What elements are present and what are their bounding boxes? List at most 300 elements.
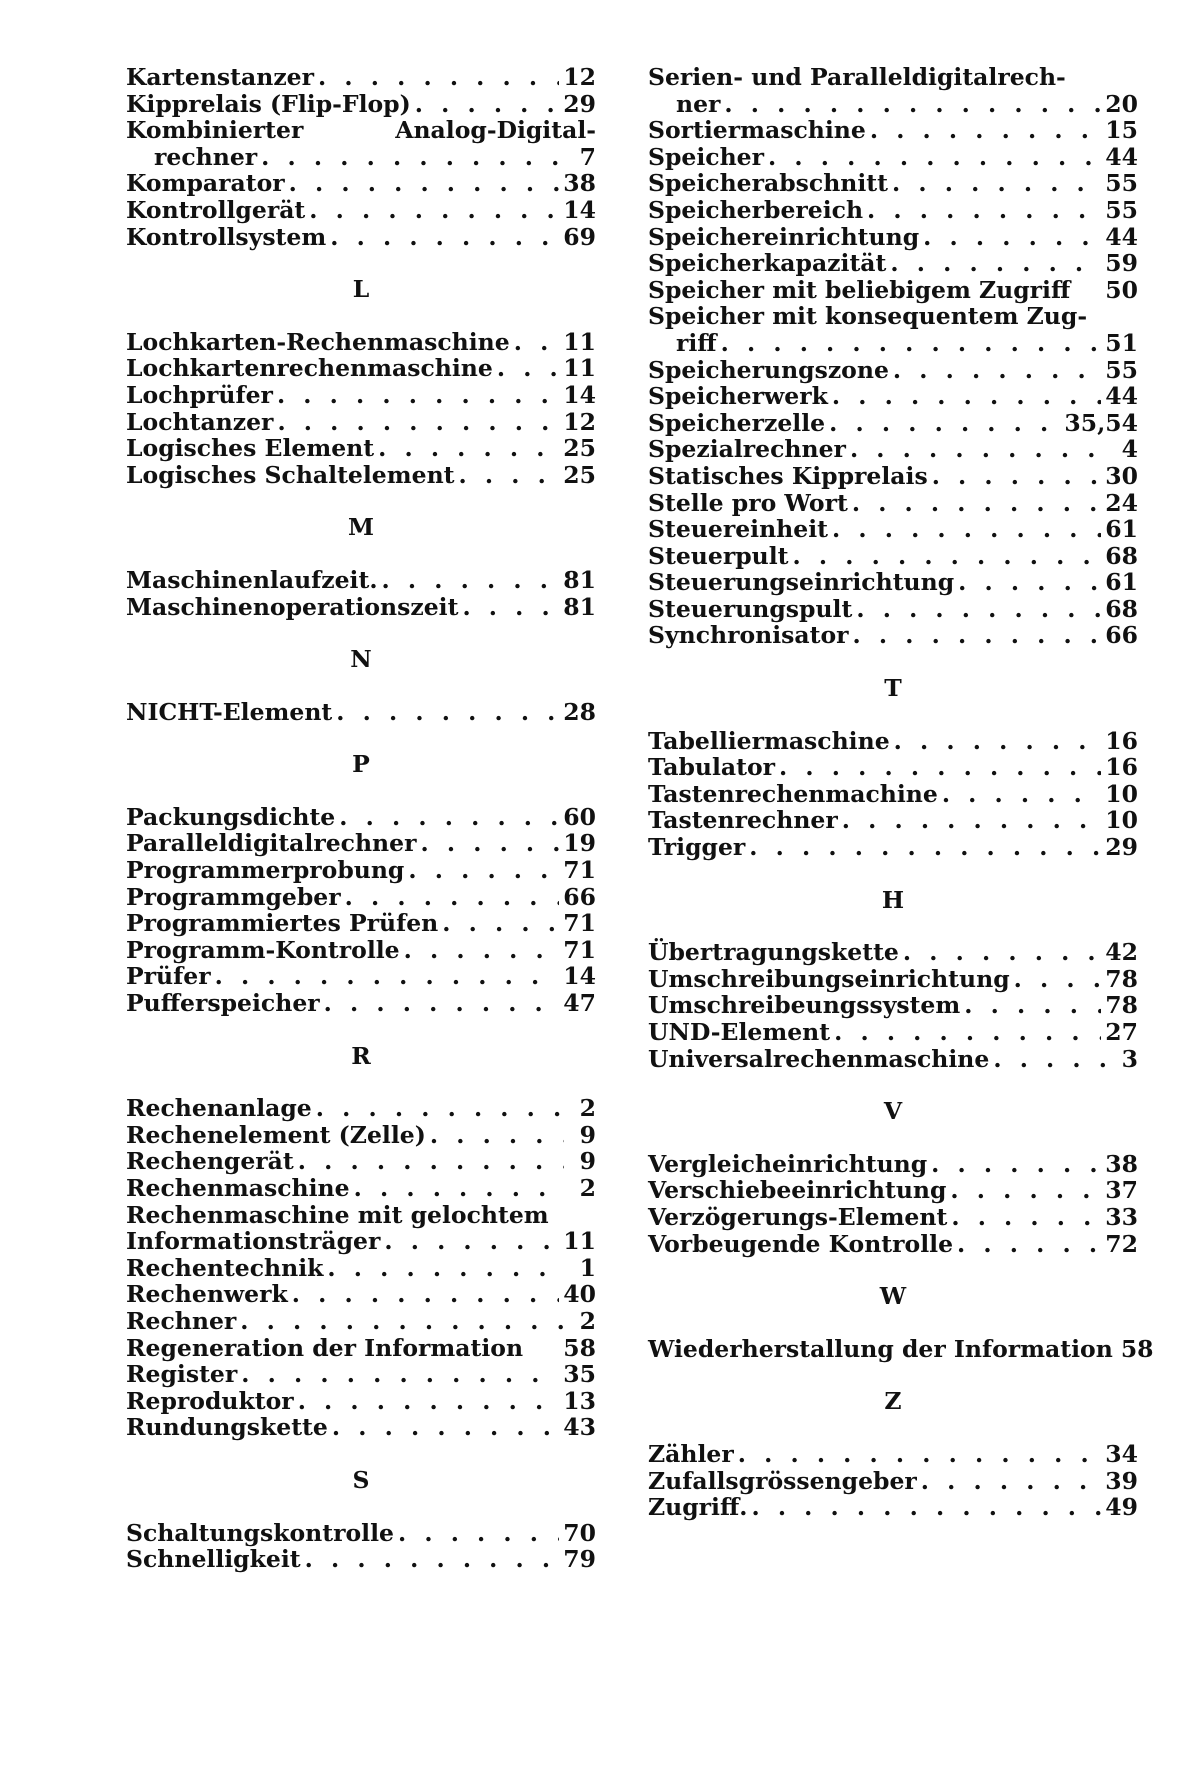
dot-leader bbox=[292, 1281, 560, 1308]
dot-leader bbox=[327, 1255, 564, 1282]
index-term: Spezialrechner bbox=[648, 436, 846, 463]
page-number: 19 bbox=[563, 830, 596, 857]
section-letter: W bbox=[648, 1283, 1138, 1310]
index-entry bbox=[648, 939, 1138, 966]
index-entry bbox=[648, 516, 1138, 543]
dot-leader bbox=[277, 409, 559, 436]
page-number: 14 bbox=[563, 963, 596, 990]
index-entry bbox=[126, 1148, 596, 1175]
dot-leader bbox=[724, 91, 1101, 118]
dot-leader bbox=[856, 596, 1101, 623]
index-entry bbox=[648, 144, 1138, 171]
index-entry bbox=[648, 91, 1138, 118]
index-entry bbox=[648, 330, 1138, 357]
index-term: Trigger bbox=[648, 834, 745, 861]
index-entry bbox=[126, 1122, 596, 1149]
dot-leader bbox=[261, 144, 564, 171]
index-column-right bbox=[648, 64, 1138, 1521]
index-entry bbox=[648, 966, 1138, 993]
index-term: Tastenrechner bbox=[648, 807, 838, 834]
index-entry-wrapped-line bbox=[648, 303, 1138, 330]
page-number: 71 bbox=[563, 857, 596, 884]
page-number: 68 bbox=[1105, 543, 1138, 570]
page-number: 10 bbox=[1105, 781, 1138, 808]
index-entry bbox=[126, 884, 596, 911]
index-entry bbox=[648, 1494, 1138, 1521]
section-letter: Z bbox=[648, 1388, 1138, 1415]
index-entry bbox=[648, 277, 1138, 304]
index-term: Kartenstanzer bbox=[126, 64, 314, 91]
index-entry bbox=[648, 1177, 1138, 1204]
index-entry bbox=[648, 357, 1138, 384]
index-term: Statisches Kipprelais bbox=[648, 463, 928, 490]
index-term: Rechenelement (Zelle) bbox=[126, 1122, 426, 1149]
dot-leader bbox=[951, 1204, 1101, 1231]
dot-leader bbox=[382, 567, 560, 594]
index-term: Zugriff. bbox=[648, 1494, 747, 1521]
index-entry bbox=[126, 830, 596, 857]
page-number: 44 bbox=[1105, 144, 1138, 171]
page-number: 61 bbox=[1105, 569, 1138, 596]
dot-leader bbox=[829, 410, 1060, 437]
index-term: Speicherbereich bbox=[648, 197, 863, 224]
index-entry bbox=[648, 250, 1138, 277]
index-entry bbox=[648, 1441, 1138, 1468]
page-number: 34 bbox=[1105, 1441, 1138, 1468]
page-number: 25 bbox=[563, 435, 596, 462]
page-number: 66 bbox=[1105, 622, 1138, 649]
section-letter: V bbox=[648, 1098, 1138, 1125]
index-term: Programmerprobung bbox=[126, 857, 404, 884]
index-term: UND-Element bbox=[648, 1019, 830, 1046]
index-entry bbox=[126, 1308, 596, 1335]
dot-leader bbox=[318, 64, 559, 91]
page-number: 16 bbox=[1105, 728, 1138, 755]
index-term: Regeneration der Information bbox=[126, 1335, 523, 1362]
index-entry bbox=[648, 1336, 1138, 1363]
dot-leader bbox=[738, 1441, 1102, 1468]
page-number: 58 bbox=[1121, 1336, 1154, 1363]
dot-leader bbox=[779, 754, 1101, 781]
page-number: 68 bbox=[1105, 596, 1138, 623]
wrapped-text: Kombinierter bbox=[126, 117, 303, 144]
index-term: Programmiertes Prüfen bbox=[126, 910, 438, 937]
index-entry bbox=[126, 910, 596, 937]
dot-leader bbox=[870, 117, 1101, 144]
dot-leader bbox=[442, 910, 559, 937]
dot-leader bbox=[339, 804, 559, 831]
index-entry bbox=[648, 754, 1138, 781]
index-entry bbox=[648, 1019, 1138, 1046]
index-term: Rechentechnik bbox=[126, 1255, 323, 1282]
page-number: 7 bbox=[568, 144, 596, 171]
page-number: 39 bbox=[1105, 1468, 1138, 1495]
dot-leader bbox=[850, 436, 1106, 463]
page-number: 15 bbox=[1105, 117, 1138, 144]
page-number: 35 bbox=[563, 1361, 596, 1388]
page-number: 47 bbox=[563, 990, 596, 1017]
index-term: Speicherwerk bbox=[648, 383, 828, 410]
index-term: rechner bbox=[126, 144, 257, 171]
wrapped-text: Analog-Digital- bbox=[395, 117, 596, 144]
page-number: 24 bbox=[1105, 490, 1138, 517]
page-number: 50 bbox=[1105, 277, 1138, 304]
section-letter: S bbox=[126, 1467, 596, 1494]
wrapped-text: Serien- und Paralleldigitalrech- bbox=[648, 64, 1066, 91]
dot-leader bbox=[893, 357, 1101, 384]
page-number: 33 bbox=[1105, 1204, 1138, 1231]
index-entry bbox=[126, 382, 596, 409]
index-entry bbox=[126, 857, 596, 884]
index-entry bbox=[648, 596, 1138, 623]
page-number: 30 bbox=[1105, 463, 1138, 490]
index-entry bbox=[126, 224, 596, 251]
page-number: 42 bbox=[1105, 939, 1138, 966]
page-number: 25 bbox=[563, 462, 596, 489]
index-term: Vorbeugende Kontrolle bbox=[648, 1231, 953, 1258]
index-entry bbox=[648, 781, 1138, 808]
page-number: 55 bbox=[1105, 170, 1138, 197]
index-term: Übertragungskette bbox=[648, 939, 899, 966]
index-term: Sortiermaschine bbox=[648, 117, 866, 144]
dot-leader bbox=[923, 224, 1101, 251]
dot-leader bbox=[309, 197, 559, 224]
page-number: 44 bbox=[1105, 383, 1138, 410]
dot-leader bbox=[852, 490, 1101, 517]
page-number: 29 bbox=[563, 91, 596, 118]
index-term: ner bbox=[648, 91, 720, 118]
dot-leader bbox=[1014, 966, 1102, 993]
dot-leader bbox=[332, 1414, 559, 1441]
wrapped-text: Speicher mit konsequentem Zug- bbox=[648, 303, 1087, 330]
page-number: 60 bbox=[563, 804, 596, 831]
dot-leader bbox=[497, 355, 559, 382]
index-entry bbox=[126, 1335, 596, 1362]
page-number: 69 bbox=[563, 224, 596, 251]
index-entry bbox=[648, 410, 1138, 437]
index-entry bbox=[126, 1095, 596, 1122]
index-term: Lochkartenrechenmaschine bbox=[126, 355, 493, 382]
dot-leader bbox=[514, 329, 560, 356]
section-letter: P bbox=[126, 751, 596, 778]
dot-leader bbox=[378, 435, 559, 462]
index-entry bbox=[126, 937, 596, 964]
index-entry bbox=[648, 1204, 1138, 1231]
index-term: riff bbox=[648, 330, 717, 357]
index-entry bbox=[126, 1281, 596, 1308]
index-entry bbox=[648, 543, 1138, 570]
index-entry-wrapped-line bbox=[126, 1202, 596, 1229]
page-number: 78 bbox=[1105, 966, 1138, 993]
index-term: Steuerpult bbox=[648, 543, 789, 570]
index-entry bbox=[648, 117, 1138, 144]
dot-leader bbox=[942, 781, 1101, 808]
index-entry bbox=[648, 490, 1138, 517]
index-entry-wrapped-line bbox=[648, 64, 1138, 91]
index-term: Lochkarten-Rechenmaschine bbox=[126, 329, 510, 356]
index-entry bbox=[648, 834, 1138, 861]
index-entry bbox=[648, 170, 1138, 197]
index-entry bbox=[648, 622, 1138, 649]
page-number: 10 bbox=[1105, 807, 1138, 834]
page-number: 71 bbox=[563, 910, 596, 937]
dot-leader bbox=[793, 543, 1102, 570]
dot-leader bbox=[892, 170, 1101, 197]
index-entry bbox=[126, 567, 596, 594]
index-entry bbox=[126, 1546, 596, 1573]
section-letter: T bbox=[648, 675, 1138, 702]
index-entry bbox=[126, 197, 596, 224]
wrapped-text: Rechenmaschine mit gelochtem bbox=[126, 1202, 549, 1229]
page-number: 49 bbox=[1105, 1494, 1138, 1521]
dot-leader bbox=[277, 382, 559, 409]
section-letter: N bbox=[126, 646, 596, 673]
index-entry bbox=[126, 409, 596, 436]
page-number: 35,54 bbox=[1064, 410, 1138, 437]
page-number: 43 bbox=[563, 1414, 596, 1441]
index-entry bbox=[126, 699, 596, 726]
dot-leader bbox=[751, 1494, 1101, 1521]
index-term: Paralleldigitalrechner bbox=[126, 830, 416, 857]
page-number: 66 bbox=[563, 884, 596, 911]
page-number: 81 bbox=[563, 567, 596, 594]
index-entry bbox=[126, 963, 596, 990]
index-entry bbox=[126, 329, 596, 356]
index-entry bbox=[126, 594, 596, 621]
dot-leader bbox=[459, 462, 560, 489]
index-term: Programm-Kontrolle bbox=[126, 937, 400, 964]
index-term: Universalrechenmaschine bbox=[648, 1046, 989, 1073]
page-number: 9 bbox=[568, 1122, 596, 1149]
index-term: Informationsträger bbox=[126, 1228, 380, 1255]
dot-leader bbox=[832, 516, 1101, 543]
dot-leader bbox=[932, 463, 1102, 490]
page-number: 4 bbox=[1110, 436, 1138, 463]
index-term: Rechenmaschine bbox=[126, 1175, 350, 1202]
dot-leader bbox=[993, 1046, 1106, 1073]
index-entry bbox=[126, 1414, 596, 1441]
index-term: Steuereinheit bbox=[648, 516, 828, 543]
dot-leader bbox=[894, 728, 1102, 755]
dot-leader bbox=[420, 830, 559, 857]
dot-leader bbox=[215, 963, 560, 990]
dot-leader bbox=[462, 594, 559, 621]
dot-leader bbox=[430, 1122, 564, 1149]
index-term: Tastenrechenmachine bbox=[648, 781, 938, 808]
dot-leader bbox=[240, 1308, 564, 1335]
index-entry bbox=[126, 170, 596, 197]
index-term: Kontrollsystem bbox=[126, 224, 326, 251]
index-term: Speicher bbox=[648, 144, 764, 171]
index-term: Steuerungspult bbox=[648, 596, 852, 623]
dot-leader bbox=[241, 1361, 559, 1388]
index-entry bbox=[126, 804, 596, 831]
index-term: Umschreibungseinrichtung bbox=[648, 966, 1010, 993]
index-term: Rechengerät bbox=[126, 1148, 294, 1175]
index-entry bbox=[648, 224, 1138, 251]
index-term: Speichereinrichtung bbox=[648, 224, 919, 251]
index-term: Speicherungszone bbox=[648, 357, 889, 384]
page-number: 2 bbox=[568, 1175, 596, 1202]
page-number: 78 bbox=[1105, 992, 1138, 1019]
index-entry bbox=[648, 1231, 1138, 1258]
dot-leader bbox=[749, 834, 1101, 861]
index-entry bbox=[126, 462, 596, 489]
section-letter: R bbox=[126, 1043, 596, 1070]
index-entry-wrapped-line bbox=[126, 117, 596, 144]
index-term: Speicherzelle bbox=[648, 410, 825, 437]
index-term: Schnelligkeit bbox=[126, 1546, 301, 1573]
index-entry bbox=[126, 1361, 596, 1388]
index-term: Kontrollgerät bbox=[126, 197, 305, 224]
index-term: Speicher mit beliebigem Zugriff bbox=[648, 277, 1070, 304]
index-term: Rechenanlage bbox=[126, 1095, 312, 1122]
index-term: Rechner bbox=[126, 1308, 236, 1335]
page-number: 37 bbox=[1105, 1177, 1138, 1204]
index-entry bbox=[648, 569, 1138, 596]
index-term: Zähler bbox=[648, 1441, 734, 1468]
index-term: Rundungskette bbox=[126, 1414, 328, 1441]
page-number: 44 bbox=[1105, 224, 1138, 251]
index-term: Komparator bbox=[126, 170, 285, 197]
dot-leader bbox=[384, 1228, 559, 1255]
page-number: 40 bbox=[563, 1281, 596, 1308]
dot-leader bbox=[336, 699, 559, 726]
page-number: 55 bbox=[1105, 197, 1138, 224]
dot-leader bbox=[289, 170, 560, 197]
page-number: 16 bbox=[1105, 754, 1138, 781]
dot-leader bbox=[305, 1546, 560, 1573]
index-term: Umschreibeungssystem bbox=[648, 992, 960, 1019]
index-term: Verzögerungs-Element bbox=[648, 1204, 947, 1231]
page-number: 81 bbox=[563, 594, 596, 621]
page-number: 71 bbox=[563, 937, 596, 964]
page-number: 28 bbox=[563, 699, 596, 726]
dot-leader bbox=[324, 990, 560, 1017]
page-number: 1 bbox=[568, 1255, 596, 1282]
index-term: Synchronisator bbox=[648, 622, 849, 649]
index-entry bbox=[648, 807, 1138, 834]
index-term: Programmgeber bbox=[126, 884, 341, 911]
page-number: 12 bbox=[563, 64, 596, 91]
index-entry bbox=[648, 1046, 1138, 1073]
index-entry bbox=[126, 1255, 596, 1282]
dot-leader bbox=[768, 144, 1101, 171]
dot-leader bbox=[867, 197, 1101, 224]
index-entry bbox=[648, 436, 1138, 463]
dot-leader bbox=[415, 91, 560, 118]
index-entry bbox=[648, 197, 1138, 224]
dot-leader bbox=[721, 330, 1102, 357]
index-entry bbox=[126, 1388, 596, 1415]
index-term: Speicherabschnitt bbox=[648, 170, 888, 197]
dot-leader bbox=[316, 1095, 564, 1122]
page-number: 3 bbox=[1110, 1046, 1138, 1073]
index-entry bbox=[126, 144, 596, 171]
index-term: Logisches Schaltelement bbox=[126, 462, 455, 489]
index-entry bbox=[126, 64, 596, 91]
page-number: 38 bbox=[1105, 1151, 1138, 1178]
index-term: Schaltungskontrolle bbox=[126, 1520, 394, 1547]
index-entry bbox=[648, 1151, 1138, 1178]
index-term: Maschinenlaufzeit. bbox=[126, 567, 378, 594]
page-number: 27 bbox=[1105, 1019, 1138, 1046]
page-number: 14 bbox=[563, 382, 596, 409]
index-term: Logisches Element bbox=[126, 435, 374, 462]
index-term: Vergleicheinrichtung bbox=[648, 1151, 927, 1178]
index-term: Reproduktor bbox=[126, 1388, 294, 1415]
index-column-left bbox=[126, 64, 596, 1573]
index-entry bbox=[126, 1520, 596, 1547]
section-letter: H bbox=[648, 887, 1138, 914]
index-term: Lochtanzer bbox=[126, 409, 273, 436]
dot-leader bbox=[345, 884, 560, 911]
index-term: Tabulator bbox=[648, 754, 775, 781]
index-entry bbox=[648, 383, 1138, 410]
page-number: 14 bbox=[563, 197, 596, 224]
page-number: 29 bbox=[1105, 834, 1138, 861]
index-entry bbox=[126, 91, 596, 118]
page-number: 70 bbox=[563, 1520, 596, 1547]
dot-leader bbox=[354, 1175, 564, 1202]
index-entry bbox=[648, 463, 1138, 490]
dot-leader bbox=[408, 857, 559, 884]
dot-leader bbox=[853, 622, 1102, 649]
page-number: 11 bbox=[563, 1228, 596, 1255]
dot-leader bbox=[398, 1520, 559, 1547]
page-number: 2 bbox=[568, 1095, 596, 1122]
page-number: 72 bbox=[1105, 1231, 1138, 1258]
page-number: 79 bbox=[563, 1546, 596, 1573]
index-term: Register bbox=[126, 1361, 237, 1388]
page-number: 11 bbox=[563, 329, 596, 356]
index-term: Kipprelais (Flip-Flop) bbox=[126, 91, 411, 118]
page-number: 58 bbox=[563, 1335, 596, 1362]
section-letter: L bbox=[126, 276, 596, 303]
dot-leader bbox=[298, 1388, 560, 1415]
dot-leader bbox=[964, 992, 1101, 1019]
index-term: Zufallsgrössengeber bbox=[648, 1468, 917, 1495]
page-number: 9 bbox=[568, 1148, 596, 1175]
page-number: 11 bbox=[563, 355, 596, 382]
dot-leader bbox=[921, 1468, 1102, 1495]
dot-leader bbox=[832, 383, 1101, 410]
index-term: Stelle pro Wort bbox=[648, 490, 848, 517]
page-number: 12 bbox=[563, 409, 596, 436]
index-entry bbox=[126, 990, 596, 1017]
index-term: Packungsdichte bbox=[126, 804, 335, 831]
index-term: Pufferspeicher bbox=[126, 990, 320, 1017]
dot-leader bbox=[404, 937, 560, 964]
dot-leader bbox=[950, 1177, 1101, 1204]
dot-leader bbox=[931, 1151, 1101, 1178]
page-number: 59 bbox=[1105, 250, 1138, 277]
index-term: Wiederherstallung der Information bbox=[648, 1336, 1113, 1363]
section-letter: M bbox=[126, 514, 596, 541]
dot-leader bbox=[958, 569, 1101, 596]
index-page bbox=[0, 0, 1200, 1781]
dot-leader bbox=[903, 939, 1101, 966]
dot-leader bbox=[890, 250, 1101, 277]
page-number: 51 bbox=[1105, 330, 1138, 357]
index-entry bbox=[648, 728, 1138, 755]
index-entry bbox=[126, 355, 596, 382]
page-number: 55 bbox=[1105, 357, 1138, 384]
dot-leader bbox=[298, 1148, 564, 1175]
index-term: Lochprüfer bbox=[126, 382, 273, 409]
index-term: Tabelliermaschine bbox=[648, 728, 890, 755]
index-term: Rechenwerk bbox=[126, 1281, 288, 1308]
